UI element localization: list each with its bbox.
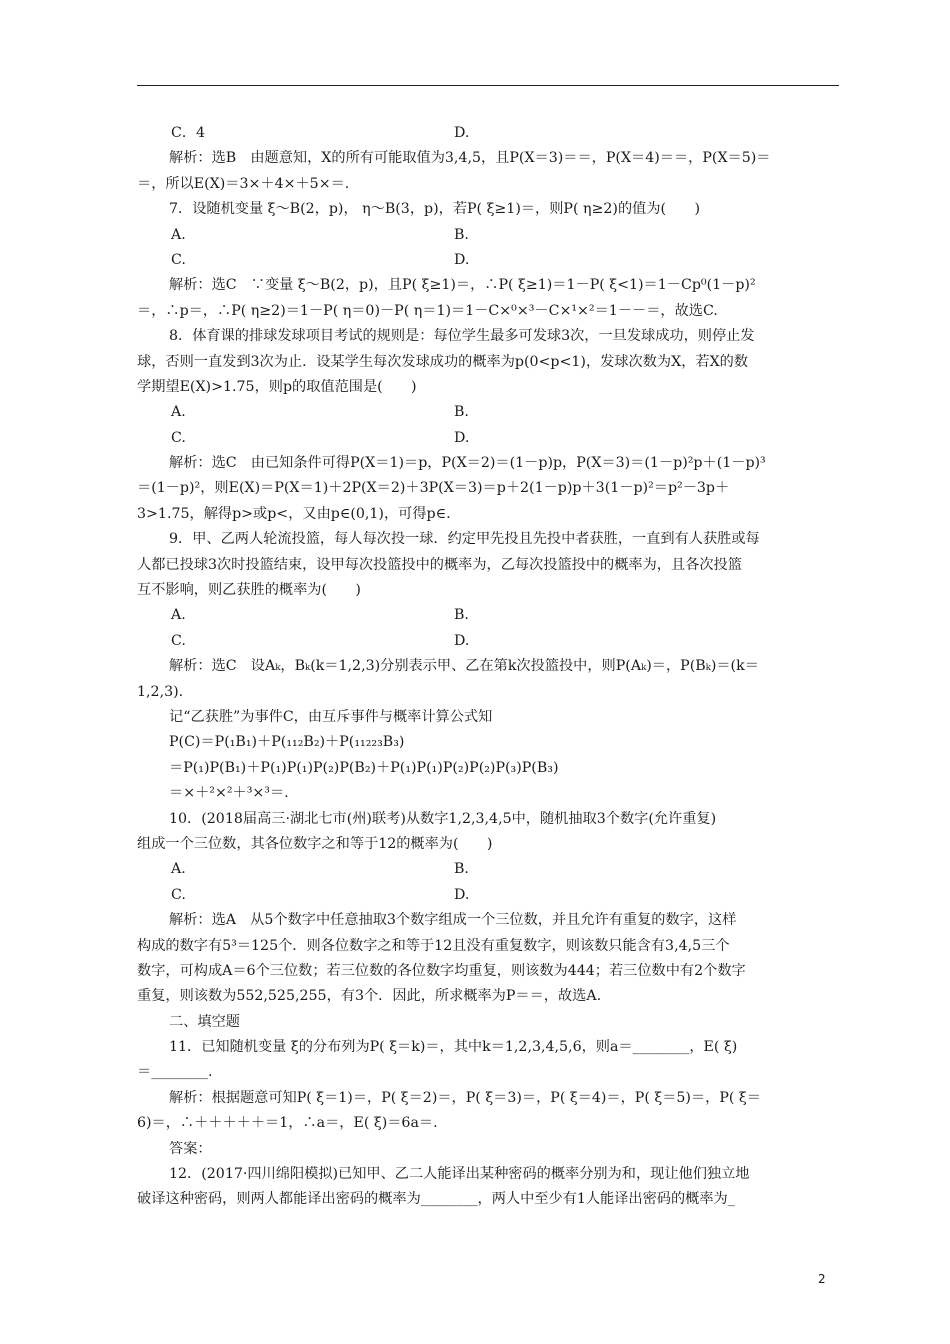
paragraph-continuation: ＝，所以E(X)＝3×＋4×＋5×＝. — [137, 175, 350, 192]
page-number: 2 — [818, 1272, 826, 1286]
paragraph-line: 解析：选B 由题意知，X的所有可能取值为3,4,5，且P(X＝3)＝＝，P(X＝4)＝＝，P(X＝5)＝ — [169, 150, 771, 167]
paragraph-line: 解析：选C 设Aₖ，Bₖ(k＝1,2,3)分别表示甲、乙在第k次投篮投中，则P(Aₖ)＝，P(Bₖ)＝(k＝ — [169, 658, 759, 675]
option-row — [137, 248, 839, 273]
option-label: C．4 — [171, 125, 206, 141]
option-row — [137, 603, 839, 628]
option-row — [137, 629, 839, 654]
option-label: C. — [171, 886, 186, 903]
paragraph-continuation: 破译这种密码，则两人都能译出密码的概率为________，两人中至少有1人能译出密码的概率为_ — [137, 1191, 735, 1208]
paragraph-line: P(C)＝P(₁B₁)＋P(₁₁₂B₂)＋P(₁₁₂₂₃B₃) — [169, 734, 405, 751]
option-row — [137, 121, 839, 146]
option-label: D. — [454, 886, 470, 903]
option-label: C. — [171, 429, 186, 446]
option-label: D. — [454, 429, 470, 446]
option-label: B. — [454, 226, 469, 243]
paragraph-continuation: 构成的数字有5³＝125个．则各位数字之和等于12且没有重复数字，则该数只能含有3,4,5三个 — [137, 937, 730, 954]
paragraph-line: ＝P(₁)P(B₁)＋P(₁)P(₁)P(₂)P(B₂)＋P(₁)P(₁)P(₂)P(₂)P(₃)P(B₃) — [169, 759, 559, 776]
paragraph-continuation: 组成一个三位数，其各位数字之和等于12的概率为( ) — [137, 835, 493, 852]
option-label: A. — [171, 861, 186, 878]
option-label: B. — [454, 607, 469, 624]
paragraph-line: 10．(2018届高三·湖北七市(州)联考)从数字1,2,3,4,5中，随机抽取3个数字(允许重复) — [169, 810, 717, 827]
paragraph-continuation: 学期望E(X)>1.75，则p的取值范围是( ) — [137, 378, 417, 395]
paragraph-line: 8．体育课的排球发球项目考试的规则是：每位学生最多可发球3次，一旦发球成功，则停止发 — [169, 328, 755, 345]
paragraph-continuation: ＝________. — [137, 1064, 213, 1081]
paragraph-continuation: 人都已投球3次时投篮结束，设甲每次投篮投中的概率为，乙每次投篮投中的概率为，且各次投篮 — [137, 556, 742, 573]
paragraph-continuation: 球，否则一直发到3次为止．设某学生每次发球成功的概率为p(0<p<1)，发球次数为X，若X的数 — [137, 353, 749, 370]
paragraph-line: 答案： — [169, 1140, 212, 1157]
paragraph-continuation: ＝，∴p＝，∴P( η≥2)＝1－P( η＝0)－P( η＝1)＝1－C×⁰×³－C×¹×²＝1－－＝，故选C. — [137, 302, 718, 319]
header-rule — [137, 85, 839, 86]
option-label: D. — [454, 125, 470, 141]
paragraph-line: ＝×＋²×²＋³×³＝. — [169, 785, 289, 802]
paragraph-continuation: ＝(1－p)²，则E(X)＝P(X＝1)＋2P(X＝2)＋3P(X＝3)＝p＋2(1－p)p＋3(1－p)²＝p²－3p＋ — [137, 480, 730, 497]
option-row — [137, 426, 839, 451]
paragraph-continuation: 1,2,3). — [137, 683, 184, 700]
option-label: A. — [171, 226, 186, 243]
paragraph-continuation: 6)＝，∴＋＋＋＋＋＝1，∴a＝，E( ξ)＝6a＝. — [137, 1115, 438, 1132]
paragraph-line: 记“乙获胜”为事件C，由互斥事件与概率计算公式知 — [169, 708, 493, 725]
paragraph-line: 11．已知随机变量 ξ的分布列为P( ξ＝k)＝，其中k＝1,2,3,4,5,6，则a＝________，E( ξ) — [169, 1039, 738, 1056]
option-row — [137, 400, 839, 425]
paragraph-line: 二、填空题 — [169, 1013, 240, 1030]
paragraph-continuation: 数字，可构成A＝6个三位数；若三位数的各位数字均重复，则该数为444；若三位数中有2个数字 — [137, 962, 746, 979]
paragraph-line: 解析：根据题意可知P( ξ＝1)＝，P( ξ＝2)＝，P( ξ＝3)＝，P( ξ＝4)＝，P( ξ＝5)＝，P( ξ＝ — [169, 1089, 761, 1106]
option-row — [137, 223, 839, 248]
paragraph-line: 解析：选A 从5个数字中任意抽取3个数字组成一个三位数，并且允许有重复的数字，这样 — [169, 912, 737, 929]
option-row — [137, 857, 839, 882]
option-row — [137, 883, 839, 908]
option-label: D. — [454, 251, 470, 268]
paragraph-line: 解析：选C ∵变量 ξ～B(2，p)，且P( ξ≥1)＝，∴P( ξ≥1)＝1－P( ξ<1)＝1－Cp⁰(1－p)² — [169, 277, 756, 294]
option-label: D. — [454, 632, 470, 649]
option-label: B. — [454, 861, 469, 878]
page-content — [137, 121, 839, 1213]
paragraph-continuation: 3>1.75，解得p>或p<，又由p∈(0,1)，可得p∈. — [137, 505, 451, 522]
paragraph-line: 解析：选C 由已知条件可得P(X＝1)＝p，P(X＝2)＝(1－p)p，P(X＝3)＝(1－p)²p＋(1－p)³ — [169, 455, 766, 472]
option-label: C. — [171, 632, 186, 649]
option-label: C. — [171, 251, 186, 268]
option-label: A. — [171, 607, 186, 624]
option-label: B. — [454, 404, 469, 421]
paragraph-continuation: 互不影响，则乙获胜的概率为( ) — [137, 582, 361, 599]
paragraph-line: 7．设随机变量 ξ～B(2，p)， η～B(3，p)，若P( ξ≥1)＝，则P( η≥2)的值为( ) — [169, 201, 700, 218]
paragraph-line: 12．(2017·四川绵阳模拟)已知甲、乙二人能译出某种密码的概率分别为和，现让他们独立地 — [169, 1166, 750, 1183]
paragraph-line: 9．甲、乙两人轮流投篮，每人每次投一球．约定甲先投且先投中者获胜，一直到有人获胜或每 — [169, 531, 760, 548]
option-label: A. — [171, 404, 186, 421]
paragraph-continuation: 重复，则该数为552,525,255，有3个．因此，所求概率为P＝＝，故选A. — [137, 988, 602, 1005]
